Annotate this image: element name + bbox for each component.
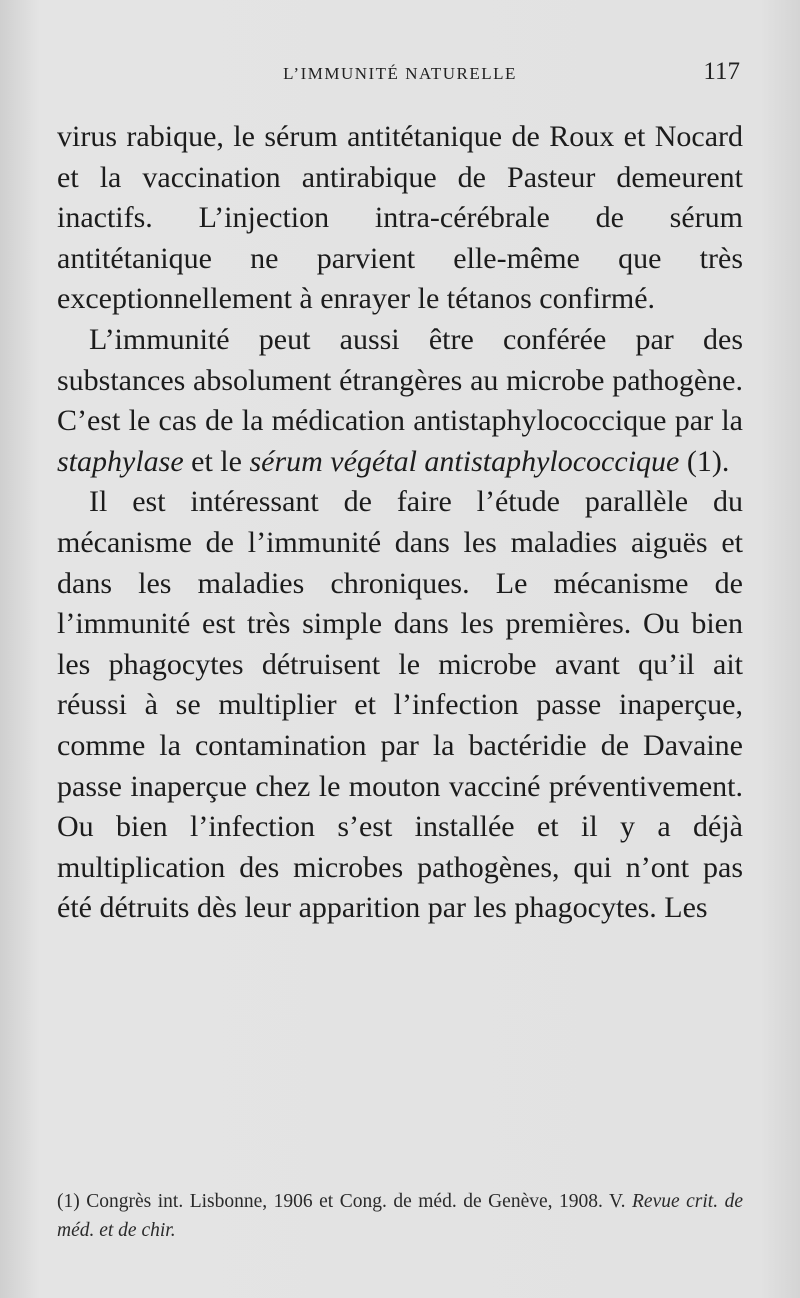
footnotes xyxy=(57,1187,743,1245)
paragraph-2 xyxy=(57,320,743,482)
term-staphylase: staphylase xyxy=(57,444,184,478)
paragraph-2-text-mid: et le xyxy=(183,444,250,478)
paragraph-1: virus rabique, le sérum antitétanique de Roux et Nocard et la vaccination antirabique de Pasteur demeurent inactifs. L’injection intra-cérébrale de sérum antitétanique ne parvient elle-même que très exceptionnellement à enrayer le tétanos confirmé. xyxy=(57,120,743,316)
footnote-1 xyxy=(57,1187,743,1245)
paragraph-2-text-start: L’immunité peut aussi être conférée par des substances absolument étrangères au microbe pathogène. C’est le cas de la médication antistaphylococcique par la xyxy=(57,322,743,438)
footnote-1-text: (1) Congrès int. Lisbonne, 1906 et Cong. de méd. de Genève, 1908. V. xyxy=(57,1191,632,1212)
page-number: 117 xyxy=(703,58,740,85)
term-serum-vegetal: sérum végétal antistaphylococcique xyxy=(249,444,680,478)
footnote-1-journal: Revue crit. de méd. et de chir. xyxy=(57,1191,743,1241)
body-text xyxy=(57,117,743,929)
paragraph-2-text-end: (1). xyxy=(679,444,730,478)
running-head xyxy=(60,58,740,92)
paragraph-3: Il est intéressant de faire l’étude parallèle du mécanisme de l’immunité dans les maladies aiguës et dans les maladies chroniques. Le mécanisme de l’immunité est très simple dans les premières. Ou bien les phagocytes détruisent le microbe avant qu’il ait réussi à se multiplier et l’infection passe inaperçue, comme la contamination par la bactéridie de Davaine passe inaperçue chez le mouton vacciné préventivement. Ou bien l’infection s’est installée et il y a déjà multiplication des microbes pathogènes, qui n’ont pas été détruits dès leur apparition par les phagocytes. Les xyxy=(57,485,743,925)
running-title: L’IMMUNITÉ NATURELLE xyxy=(283,64,517,83)
